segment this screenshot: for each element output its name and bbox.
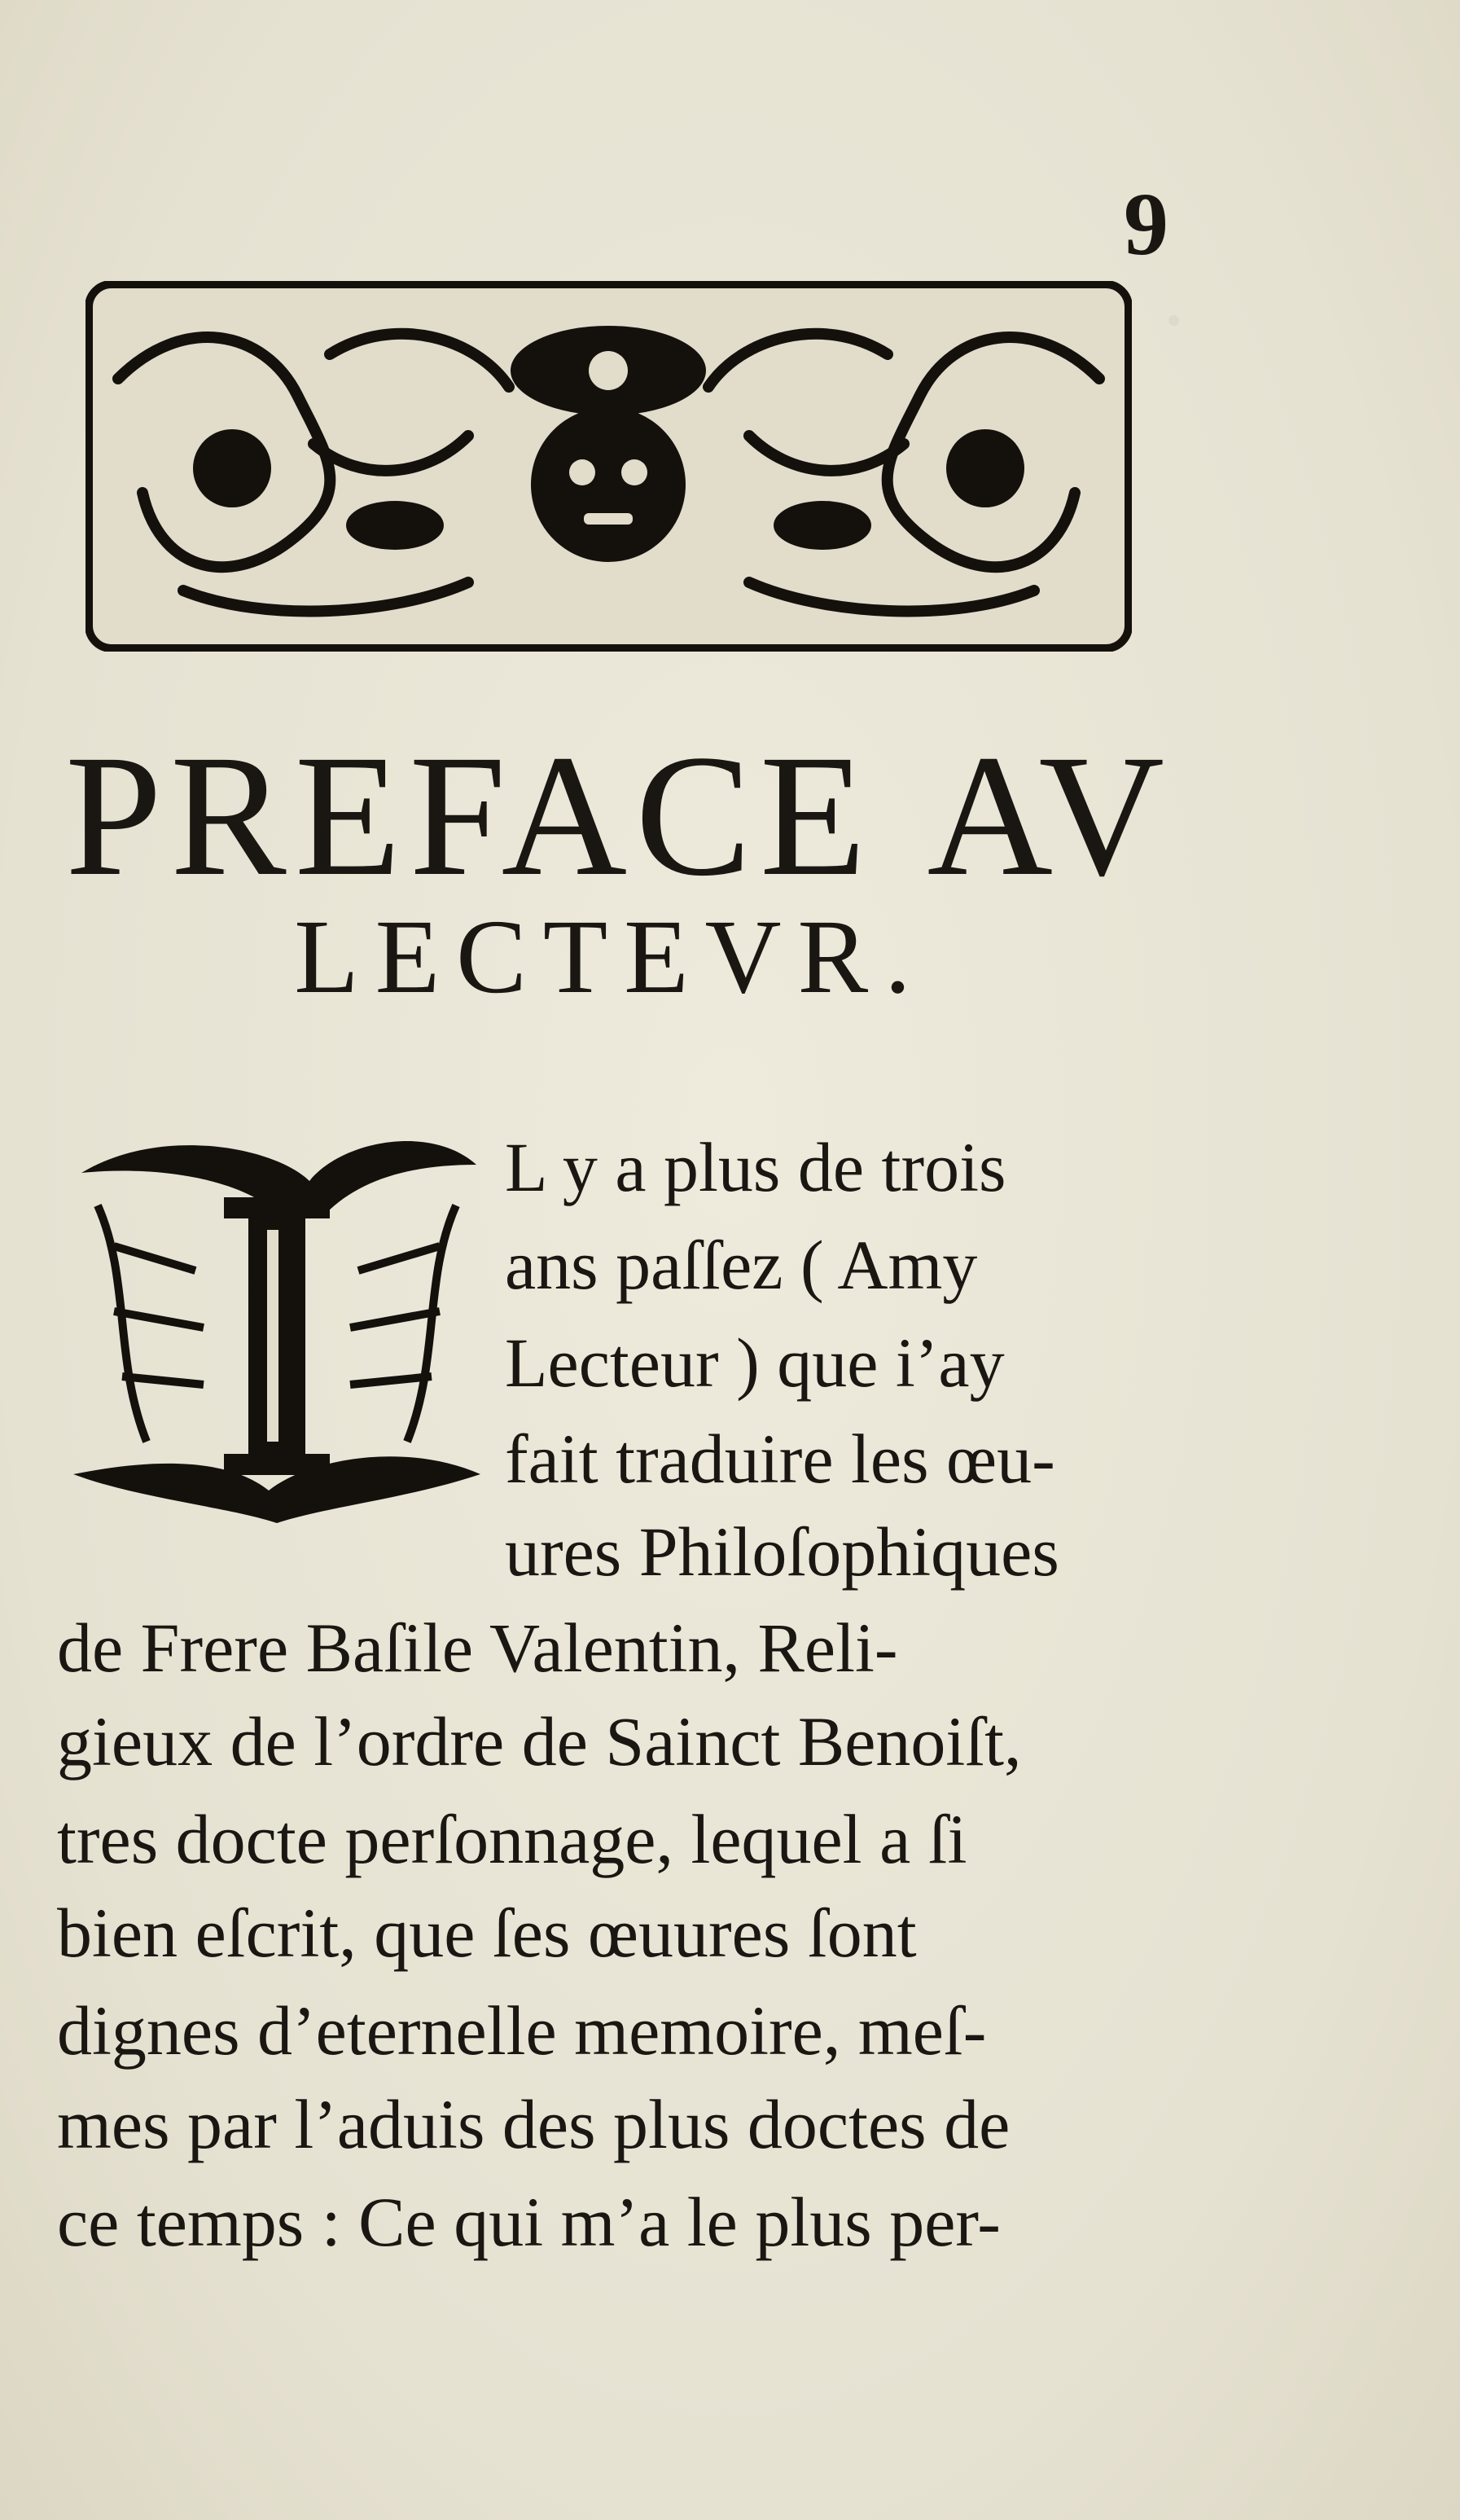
text-line: ures Philoſophiques xyxy=(505,1512,1059,1591)
text-line: tres docte perſonnage, lequel a ſi xyxy=(57,1800,967,1878)
title-line-2: LECTEVR. xyxy=(294,898,927,1016)
page-number: 9 xyxy=(1124,174,1168,274)
text-line: dignes d’eternelle memoire, meſ- xyxy=(57,1991,987,2070)
text-line: ans paſſez ( Amy xyxy=(505,1226,978,1304)
ornamental-headpiece-icon xyxy=(85,281,1132,652)
title-word-preface: PREFACE xyxy=(65,719,875,912)
show-through-text: · xyxy=(1159,270,1189,370)
text-line: ce temps : Ce qui m’a le plus per- xyxy=(57,2183,1001,2261)
text-line: gieux de l’ordre de Sainct Benoiſt, xyxy=(57,1702,1022,1780)
title-line-1 xyxy=(65,719,1173,912)
text-line: mes par l’aduis des plus doctes de xyxy=(57,2085,1011,2163)
text-line: fait traduire les œu- xyxy=(505,1420,1055,1498)
title-word-av: AV xyxy=(927,719,1173,912)
foliate-initial-icon xyxy=(65,1116,489,1531)
text-line: Lecteur ) que i’ay xyxy=(505,1324,1005,1402)
text-line: bien eſcrit, que ſes œuures ſont xyxy=(57,1894,917,1972)
text-line: L y a plus de trois xyxy=(505,1128,1006,1206)
text-line: de Frere Baſile Valentin, Reli- xyxy=(57,1609,898,1687)
